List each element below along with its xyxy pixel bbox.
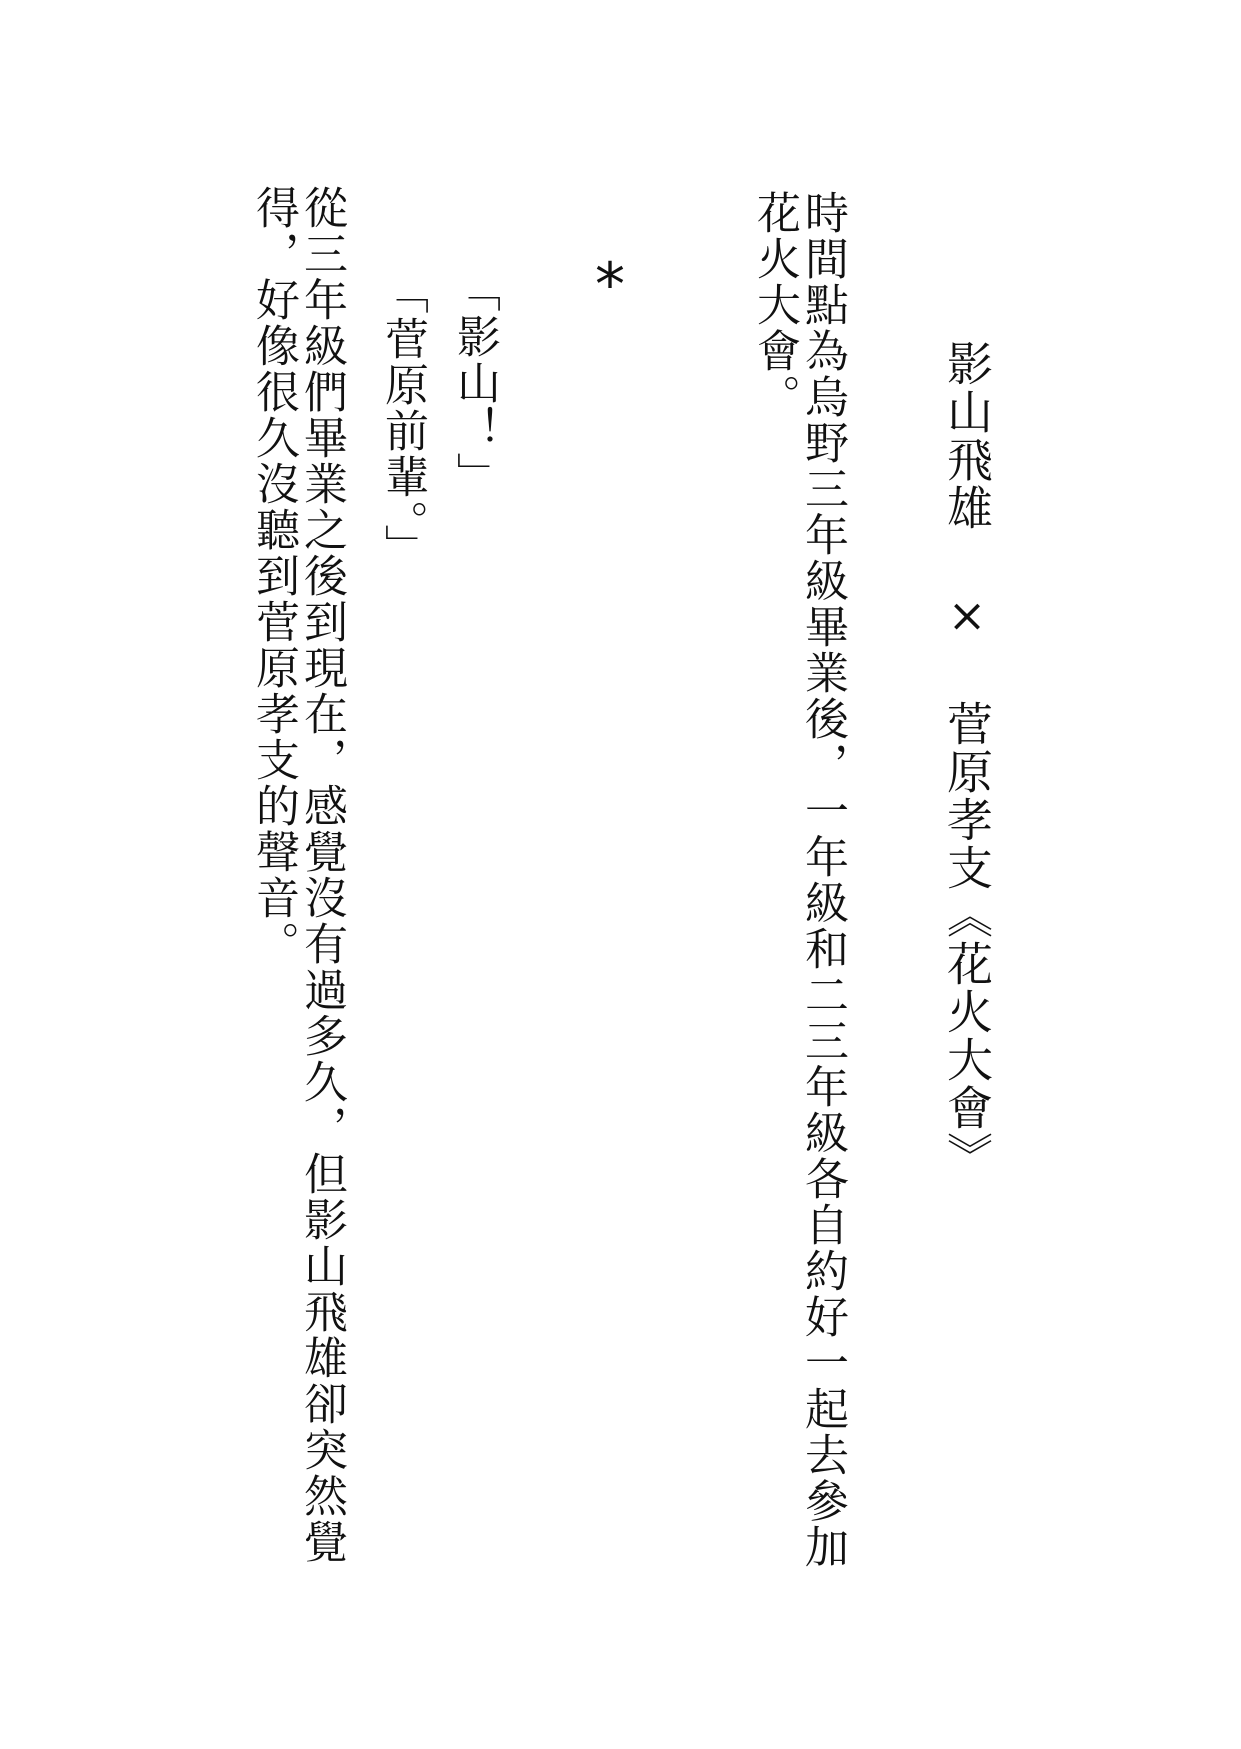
- section-separator: *: [595, 250, 625, 320]
- chapter-title: 影山飛雄 × 菅原孝支《花火大會》: [940, 340, 994, 1180]
- paragraph-intro: 時間點為烏野三年級畢業後，一年級和二三年級各自約好一起去參加花火大會。: [749, 190, 848, 1570]
- paragraph-narration: 從三年級們畢業之後到現在，感覺沒有過多久，但影山飛雄卻突然覺得，好像很久沒聽到菅原孝支的聲音。: [248, 185, 347, 1565]
- dialogue-line-2: 「菅原前輩。」: [377, 270, 428, 570]
- dialogue-line-1: 「影山！」: [449, 268, 500, 498]
